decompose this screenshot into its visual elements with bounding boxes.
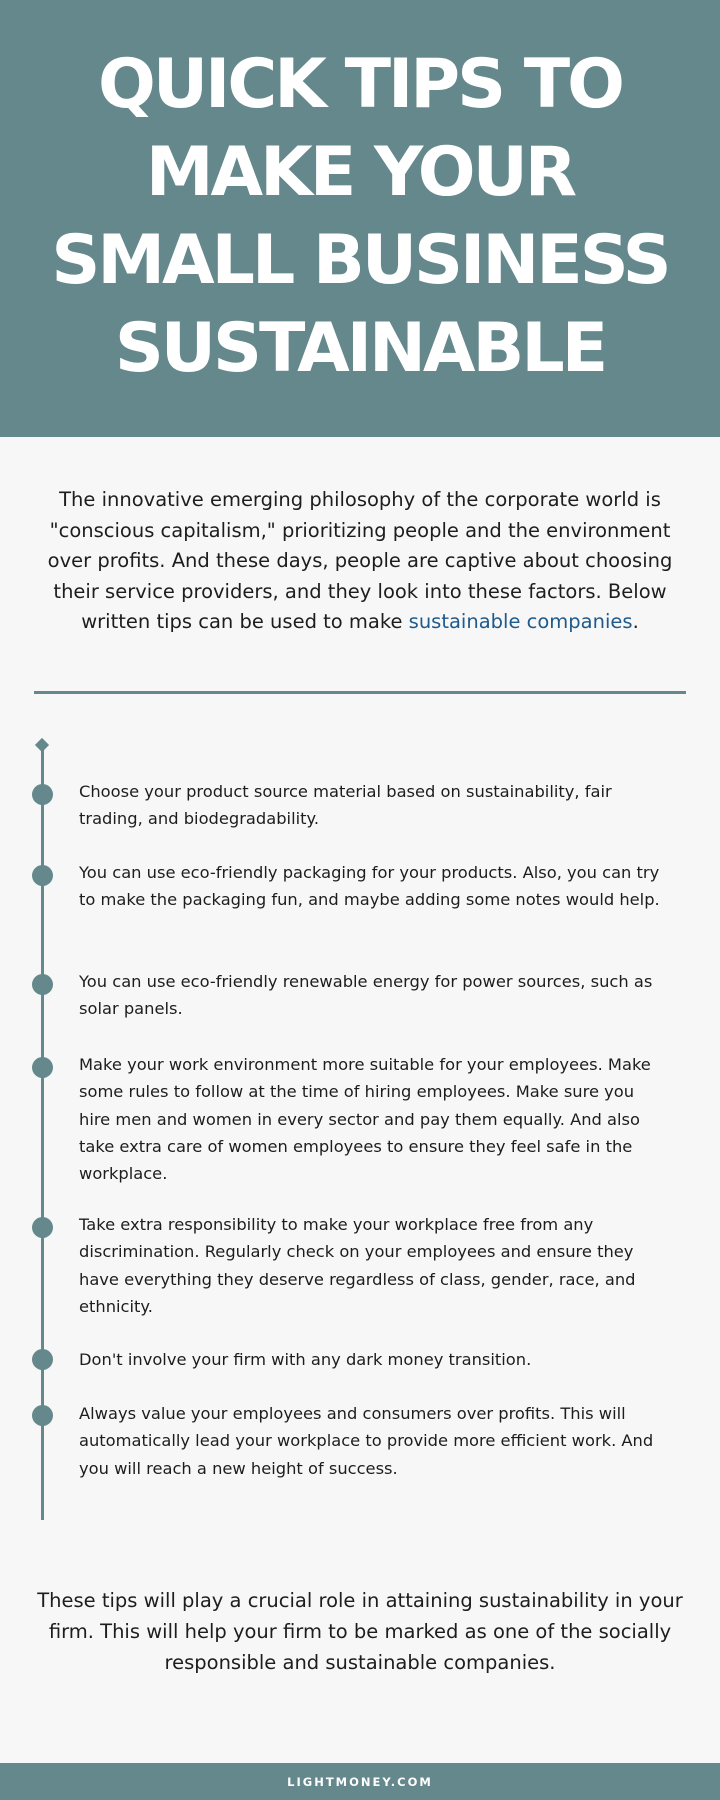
- tip-item: Choose your product source material based on sustainability, fair trading, and biodegradability.: [79, 782, 612, 829]
- tip-item: Always value your employees and consumers over profits. This will automatically lead your workplace to provide more efficient work. And you will reach a new height of success.: [79, 1404, 654, 1478]
- section-divider: [34, 691, 686, 694]
- timeline-dot-icon: [32, 1217, 53, 1238]
- timeline-dot-icon: [32, 1405, 53, 1426]
- closing-paragraph: These tips will play a crucial role in attaining sustainability in your firm. This will help your firm to be marked as one of the socially responsible and sustainable companies.: [37, 1589, 683, 1674]
- timeline-dot-icon: [32, 974, 53, 995]
- tip-item: You can use eco-friendly packaging for your products. Also, you can try to make the packaging fun, and maybe adding some notes would help.: [79, 863, 660, 910]
- timeline-start-diamond-icon: [35, 738, 49, 752]
- timeline-line: [41, 745, 44, 1520]
- timeline-dot-icon: [32, 1349, 53, 1370]
- intro-text: The innovative emerging philosophy of the corporate world is "conscious capitalism," prioritizing people and the environment over profits. And these days, people are captive about choosing their service providers, and they look into these factors. Below written tips can be used to make: [47, 488, 673, 633]
- footer-site-name: LIGHTMONEY.COM: [287, 1774, 433, 1789]
- tip-item: Don't involve your firm with any dark money transition.: [79, 1350, 532, 1369]
- timeline-dot-icon: [32, 784, 53, 805]
- page-title: QUICK TIPS TO MAKE YOUR SMALL BUSINESS SUSTAINABLE: [51, 44, 669, 388]
- footer-bar: [0, 1763, 720, 1800]
- intro-suffix: .: [632, 610, 639, 633]
- timeline-dot-icon: [32, 865, 53, 886]
- intro-paragraph: [30, 485, 690, 638]
- sustainable-companies-link[interactable]: sustainable companies: [408, 610, 633, 633]
- header-banner: [0, 0, 720, 437]
- tip-item: Make your work environment more suitable for your employees. Make some rules to follow at the time of hiring employees. Make sure you hire men and women in every sector and pay them equally. And also take extra care of women employees to ensure they feel safe in the workplace.: [79, 1055, 651, 1184]
- timeline-dot-icon: [32, 1057, 53, 1078]
- tip-item: You can use eco-friendly renewable energy for power sources, such as solar panels.: [79, 972, 653, 1019]
- tip-item: Take extra responsibility to make your workplace free from any discrimination. Regularly check on your employees and ensure they have everything they deserve regardless of class, gender, race, and ethnicity.: [79, 1215, 636, 1316]
